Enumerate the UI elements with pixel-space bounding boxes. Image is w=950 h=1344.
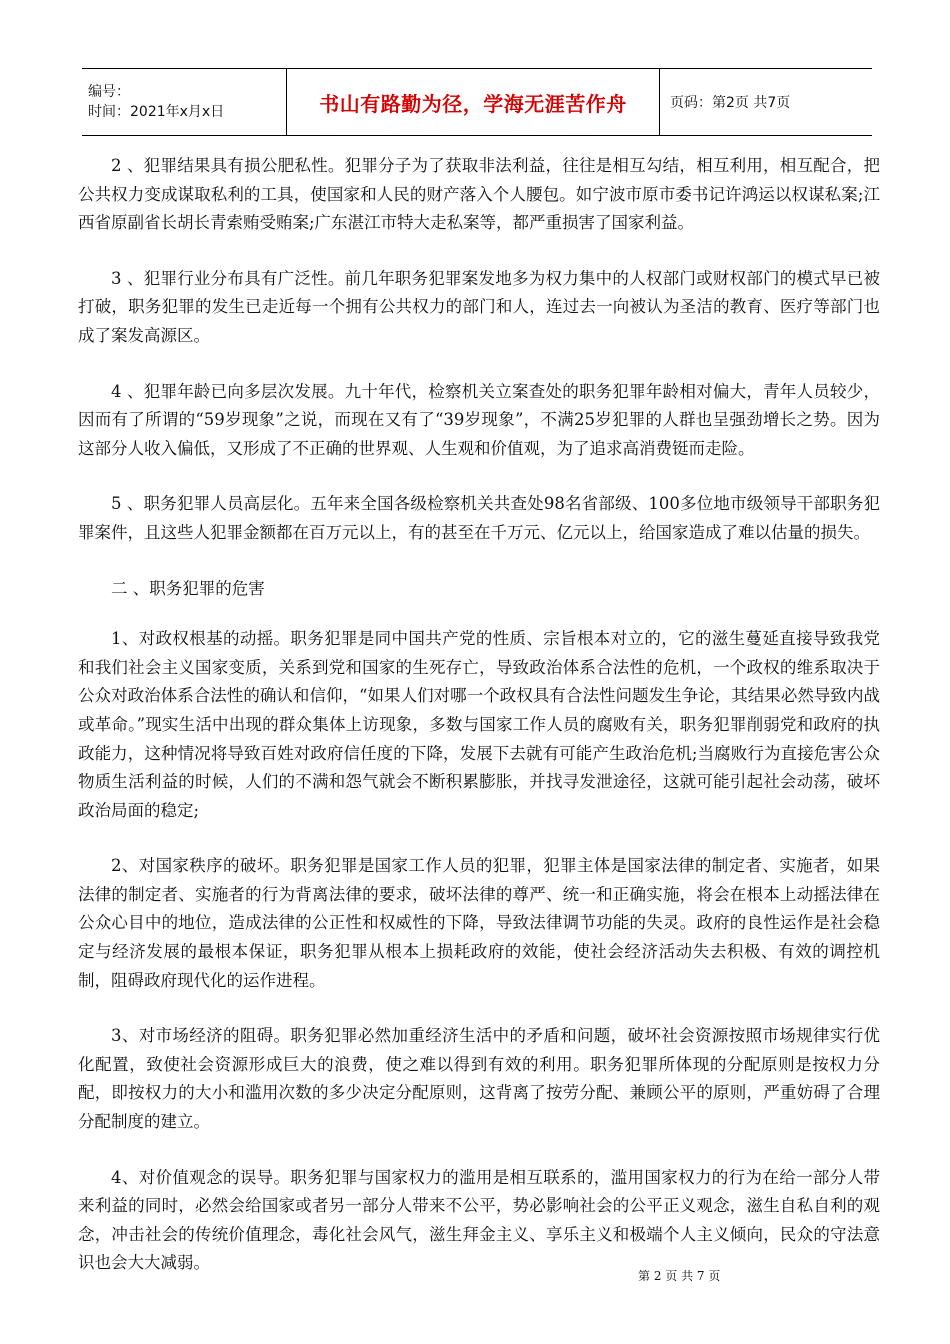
document-body xyxy=(78,152,880,1305)
date-label: 时间：2021年x月x日 xyxy=(88,104,225,120)
motto: 书山有路勤为径，学海无涯苦作舟 xyxy=(319,91,627,116)
header-page-cell xyxy=(660,69,872,135)
header-motto-cell xyxy=(287,69,660,135)
section-heading: 二 、职务犯罪的危害 xyxy=(111,578,265,598)
number-label: 编号： xyxy=(88,84,130,100)
footer-page-number: 第 2 页 共 7 页 xyxy=(638,1269,721,1283)
header-meta xyxy=(82,69,287,135)
paragraph: 2 、犯罪结果具有损公肥私性。犯罪分子为了获取非法利益，往往是相互勾结，相互利用，相互配合，把公共权力变成谋取私利的工具，使国家和人民的财产落入个人腰包。如宁波市原市委书记许鸿运以权谋私案;江西省原副省长胡长青索贿受贿案;广东湛江市特大走私案等，都严重损害了国家利益。 xyxy=(78,156,880,233)
paragraph: 2、对国家秩序的破坏。职务犯罪是国家工作人员的犯罪，犯罪主体是国家法律的制定者、实施者，如果法律的制定者、实施者的行为背离法律的要求，破坏法律的尊严、统一和正确实施，将会在根本上动摇法律在公众心目中的地位，造成法律的公正性和权威性的下降，导致法律调节功能的失灵。政府的良性运作是社会稳定与经济发展的最根本保证，职务犯罪从根本上损耗政府的效能，使社会经济活动失去积极、有效的调控机制，阻碍政府现代化的运作进程。 xyxy=(78,856,880,990)
paragraph: 5 、职务犯罪人员高层化。五年来全国各级检察机关共查处98名省部级、100多位地市级领导干部职务犯罪案件，且这些人犯罪金额都在百万元以上，有的甚至在千万元、亿元以上，给国家造成了难以估量的损失。 xyxy=(78,494,880,542)
paragraph: 1、对政权根基的动摇。职务犯罪是同中国共产党的性质、宗旨根本对立的，它的滋生蔓延直接导致我党和我们社会主义国家变质，关系到党和国家的生死存亡，导致政治体系合法性的危机，一个政权的维系取决于公众对政治体系合法性的确认和信仰，“如果人们对哪一个政权具有合法性问题发生争论，其结果必然导致内战或革命。”现实生活中出现的群众集体上访现象，多数与国家工作人员的腐败有关，职务犯罪削弱党和政府的执政能力，这种情况将导致百姓对政府信任度的下降，发展下去就有可能产生政治危机;当腐败行为直接危害公众物质生活利益的时候，人们的不满和怨气就会不断积累膨胀，并找寻发泄途径，这就可能引起社会动荡，破坏政治局面的稳定; xyxy=(78,629,880,820)
paragraph: 3 、犯罪行业分布具有广泛性。前几年职务犯罪案发地多为权力集中的人权部门或财权部门的模式早已被打破，职务犯罪的发生已走近每一个拥有公共权力的部门和人，连过去一向被认为圣洁的教育、医疗等部门也成了案发高源区。 xyxy=(78,268,880,345)
paragraph: 4 、犯罪年龄已向多层次发展。九十年代，检察机关立案查处的职务犯罪年龄相对偏大，青年人员较少，因而有了所谓的“59岁现象”之说，而现在又有了“39岁现象”，不满25岁犯罪的人群也呈强劲增长之势。因为这部分人收入偏低，又形成了不正确的世界观、人生观和价值观，为了追求高消费铤而走险。 xyxy=(78,381,880,458)
page-label: 页码：第2页 共7页 xyxy=(670,95,791,111)
paragraph: 4、对价值观念的误导。职务犯罪与国家权力的滥用是相互联系的，滥用国家权力的行为在给一部分人带来利益的同时，必然会给国家或者另一部分人带来不公平，势必影响社会的公平正义观念，滋生自私自利的观念，冲击社会的传统价值理念，毒化社会风气，滋生拜金主义、享乐主义和极端个人主义倾向，民众的守法意识也会大大减弱。 xyxy=(78,1167,880,1273)
document-header xyxy=(82,68,872,136)
paragraph: 3、对市场经济的阻碍。职务犯罪必然加重经济生活中的矛盾和问题，破坏社会资源按照市场规律实行优化配置，致使社会资源形成巨大的浪费，使之难以得到有效的利用。职务犯罪所体现的分配原则是按权力分配，即按权力的大小和滥用次数的多少决定分配原则，这背离了按劳分配、兼顾公平的原则，严重妨碍了合理分配制度的建立。 xyxy=(78,1026,880,1132)
